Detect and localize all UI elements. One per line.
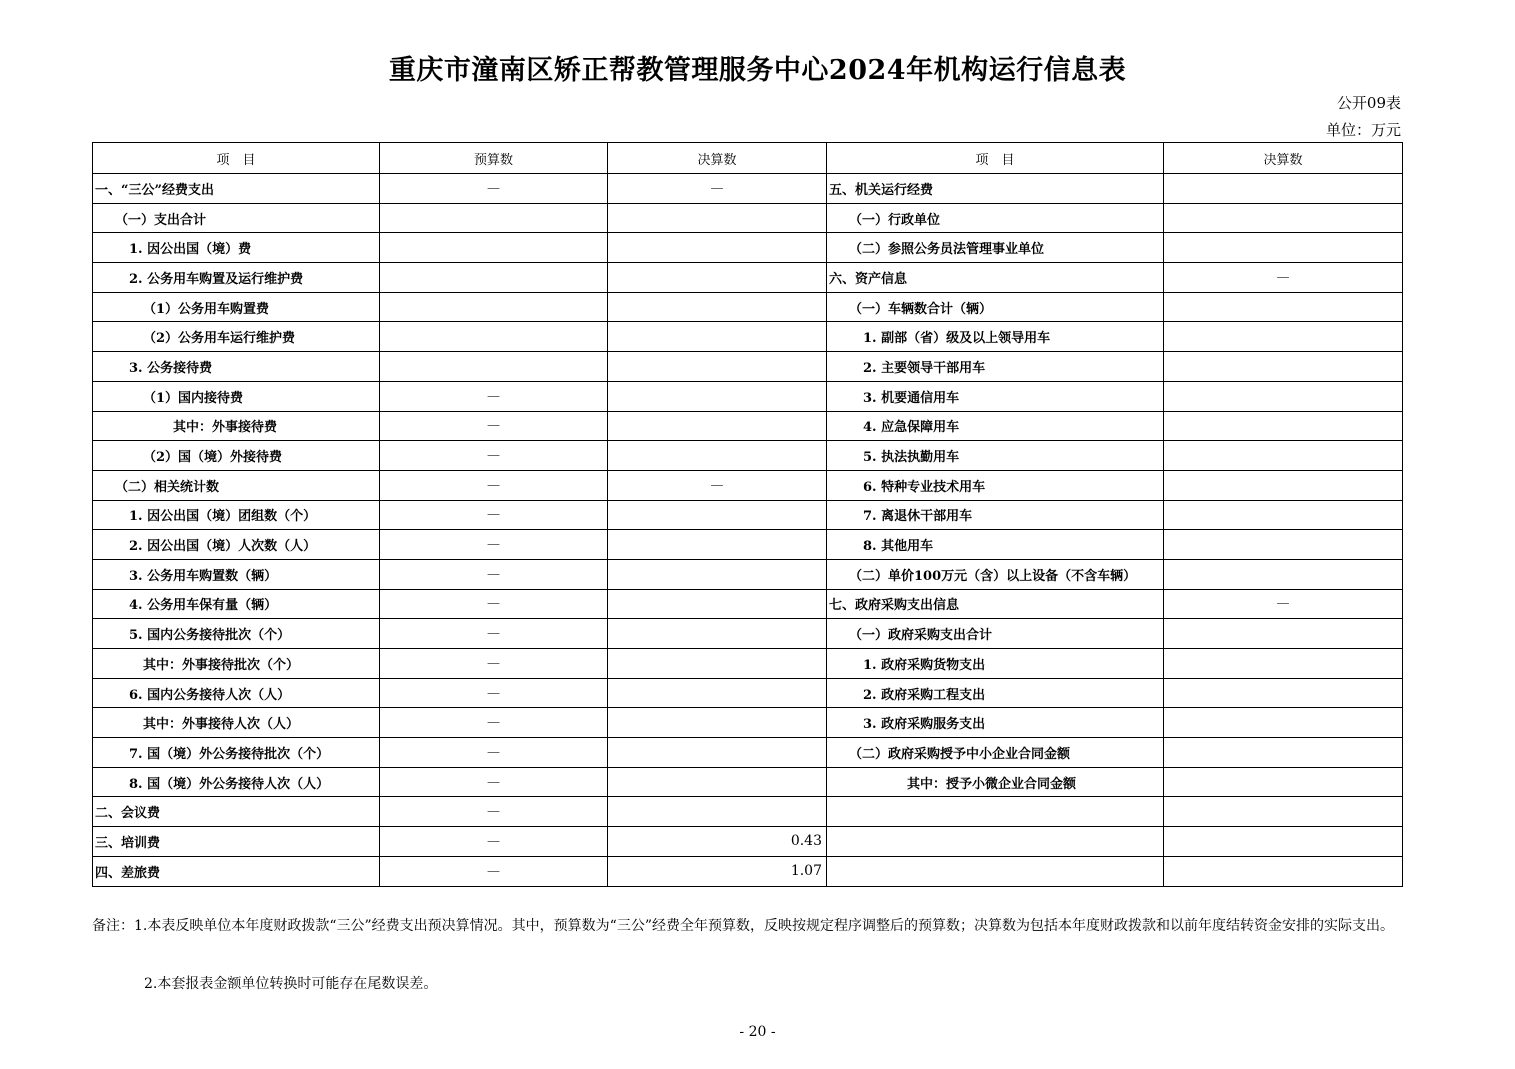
table-code: 公开09表 [1336,94,1401,112]
header-left-final: 决算数 [608,143,827,174]
row-final: 0.43 [608,827,827,857]
row-budget: — [380,797,608,827]
row-budget: — [380,708,608,738]
table-row [93,203,1403,233]
note-1: 备注：1.本表反映单位本年度财政拨款“三公”经费支出预决算情况。其中，预算数为“三公”经费全年预算数，反映按规定程序调整后的预算数；决算数为包括本年度财政拨款和以前年度结转资金安排的实际支出。 [92,918,1394,934]
table-row [93,381,1403,411]
row-final-right [1164,500,1403,530]
row-item-right [827,856,1164,886]
row-final: — [608,174,827,204]
row-item-left: 2. 因公出国（境）人次数（人） [93,530,380,560]
table-row [93,649,1403,679]
row-item-left: 其中：外事接待批次（个） [93,649,380,679]
row-item-left: 7. 国（境）外公务接待批次（个） [93,738,380,768]
row-item-right: 五、机关运行经费 [827,174,1164,204]
row-final [608,708,827,738]
header-left-budget: 预算数 [380,143,608,174]
row-final [608,589,827,619]
row-budget: — [380,589,608,619]
row-final-right [1164,352,1403,382]
row-final-right [1164,530,1403,560]
row-final-right [1164,381,1403,411]
row-budget: — [380,738,608,768]
row-final-right [1164,203,1403,233]
table-row [93,738,1403,768]
row-item-right: 六、资产信息 [827,263,1164,293]
row-final [608,500,827,530]
row-budget [380,352,608,382]
row-final [608,203,827,233]
row-item-right: （一）行政单位 [827,203,1164,233]
table-row [93,470,1403,500]
row-budget: — [380,856,608,886]
page-title: 重庆市潼南区矫正帮教管理服务中心2024年机构运行信息表 [388,55,1127,86]
row-final-right [1164,470,1403,500]
row-item-right: 5. 执法执勤用车 [827,441,1164,471]
row-budget: — [380,411,608,441]
row-budget [380,263,608,293]
row-item-right: 6. 特种专业技术用车 [827,470,1164,500]
row-final [608,559,827,589]
header-left-item: 项 目 [93,143,380,174]
row-budget: — [380,619,608,649]
row-item-left: 8. 国（境）外公务接待人次（人） [93,767,380,797]
row-budget [380,292,608,322]
row-item-left: （1）公务用车购置费 [93,292,380,322]
row-budget: — [380,827,608,857]
row-final [608,411,827,441]
row-item-right: （二）参照公务员法管理事业单位 [827,233,1164,263]
row-item-left: 1. 因公出国（境）团组数（个） [93,500,380,530]
header-right-final: 决算数 [1164,143,1403,174]
row-budget: — [380,767,608,797]
info-table [92,142,1403,887]
row-final [608,797,827,827]
row-item-right: 7. 离退休干部用车 [827,500,1164,530]
row-item-left: 四、差旅费 [93,856,380,886]
row-item-right: （一）车辆数合计（辆） [827,292,1164,322]
table-row [93,797,1403,827]
table-row [93,352,1403,382]
row-item-right: （二）政府采购授予中小企业合同金额 [827,738,1164,768]
row-item-right: 3. 机要通信用车 [827,381,1164,411]
row-item-left: 二、会议费 [93,797,380,827]
table-row [93,530,1403,560]
table-row [93,589,1403,619]
row-budget: — [380,678,608,708]
row-final [608,352,827,382]
row-final-right [1164,708,1403,738]
row-final-right [1164,322,1403,352]
row-final-right [1164,441,1403,471]
unit-label: 单位：万元 [1325,121,1401,139]
row-final-right [1164,738,1403,768]
row-final [608,530,827,560]
table-row [93,856,1403,886]
row-budget [380,233,608,263]
row-item-left: 2. 公务用车购置及运行维护费 [93,263,380,293]
row-final-right [1164,233,1403,263]
row-item-left: （1）国内接待费 [93,381,380,411]
row-item-left: 5. 国内公务接待批次（个） [93,619,380,649]
row-item-right: （一）政府采购支出合计 [827,619,1164,649]
table-row [93,322,1403,352]
row-item-right: 2. 政府采购工程支出 [827,678,1164,708]
row-budget: — [380,470,608,500]
row-item-left: 1. 因公出国（境）费 [93,233,380,263]
row-item-left: 3. 公务接待费 [93,352,380,382]
row-final-right [1164,411,1403,441]
row-final-right [1164,174,1403,204]
table-row [93,174,1403,204]
row-final-right [1164,559,1403,589]
row-final-right [1164,649,1403,679]
row-item-right: 4. 应急保障用车 [827,411,1164,441]
row-item-left: 4. 公务用车保有量（辆） [93,589,380,619]
row-final-right [1164,619,1403,649]
row-budget: — [380,530,608,560]
row-budget [380,322,608,352]
row-final [608,767,827,797]
table-row [93,619,1403,649]
note-2: 2.本套报表金额单位转换时可能存在尾数误差。 [144,976,438,992]
row-final-right: — [1164,263,1403,293]
row-final [608,381,827,411]
row-item-left: （二）相关统计数 [93,470,380,500]
row-item-right: 1. 政府采购货物支出 [827,649,1164,679]
row-budget: — [380,381,608,411]
row-budget: — [380,500,608,530]
row-final [608,263,827,293]
row-final [608,738,827,768]
table-row [93,708,1403,738]
table-row [93,411,1403,441]
table-row [93,441,1403,471]
table-row [93,767,1403,797]
row-item-right: （二）单价100万元（含）以上设备（不含车辆） [827,559,1164,589]
row-item-right [827,827,1164,857]
row-final [608,619,827,649]
table-row [93,233,1403,263]
row-item-left: 其中：外事接待人次（人） [93,708,380,738]
row-budget: — [380,174,608,204]
table-row [93,292,1403,322]
row-item-right [827,797,1164,827]
row-final-right [1164,797,1403,827]
row-final-right [1164,292,1403,322]
table-header-row [93,143,1403,174]
row-item-right: 其中：授予小微企业合同金额 [827,767,1164,797]
row-final: — [608,470,827,500]
table-row [93,263,1403,293]
row-item-right: 1. 副部（省）级及以上领导用车 [827,322,1164,352]
row-item-left: 3. 公务用车购置数（辆） [93,559,380,589]
row-final [608,322,827,352]
row-final-right [1164,767,1403,797]
row-item-left: （2）国（境）外接待费 [93,441,380,471]
table-row [93,678,1403,708]
row-item-right: 8. 其他用车 [827,530,1164,560]
row-item-left: 其中：外事接待费 [93,411,380,441]
row-item-left: 三、培训费 [93,827,380,857]
row-final [608,678,827,708]
row-item-right: 3. 政府采购服务支出 [827,708,1164,738]
row-item-right: 七、政府采购支出信息 [827,589,1164,619]
table-row [93,827,1403,857]
header-right-item: 项 目 [827,143,1164,174]
row-item-right: 2. 主要领导干部用车 [827,352,1164,382]
table-row [93,559,1403,589]
row-final: 1.07 [608,856,827,886]
row-budget [380,203,608,233]
row-budget: — [380,559,608,589]
row-final [608,649,827,679]
row-item-left: 6. 国内公务接待人次（人） [93,678,380,708]
row-final [608,233,827,263]
row-final-right [1164,856,1403,886]
row-final [608,441,827,471]
row-item-left: 一、“三公”经费支出 [93,174,380,204]
row-final-right [1164,678,1403,708]
row-budget: — [380,441,608,471]
row-budget: — [380,649,608,679]
table-row [93,500,1403,530]
row-item-left: （一）支出合计 [93,203,380,233]
row-final-right [1164,827,1403,857]
row-final-right: — [1164,589,1403,619]
row-final [608,292,827,322]
row-item-left: （2）公务用车运行维护费 [93,322,380,352]
page-number: - 20 - [739,1024,776,1040]
